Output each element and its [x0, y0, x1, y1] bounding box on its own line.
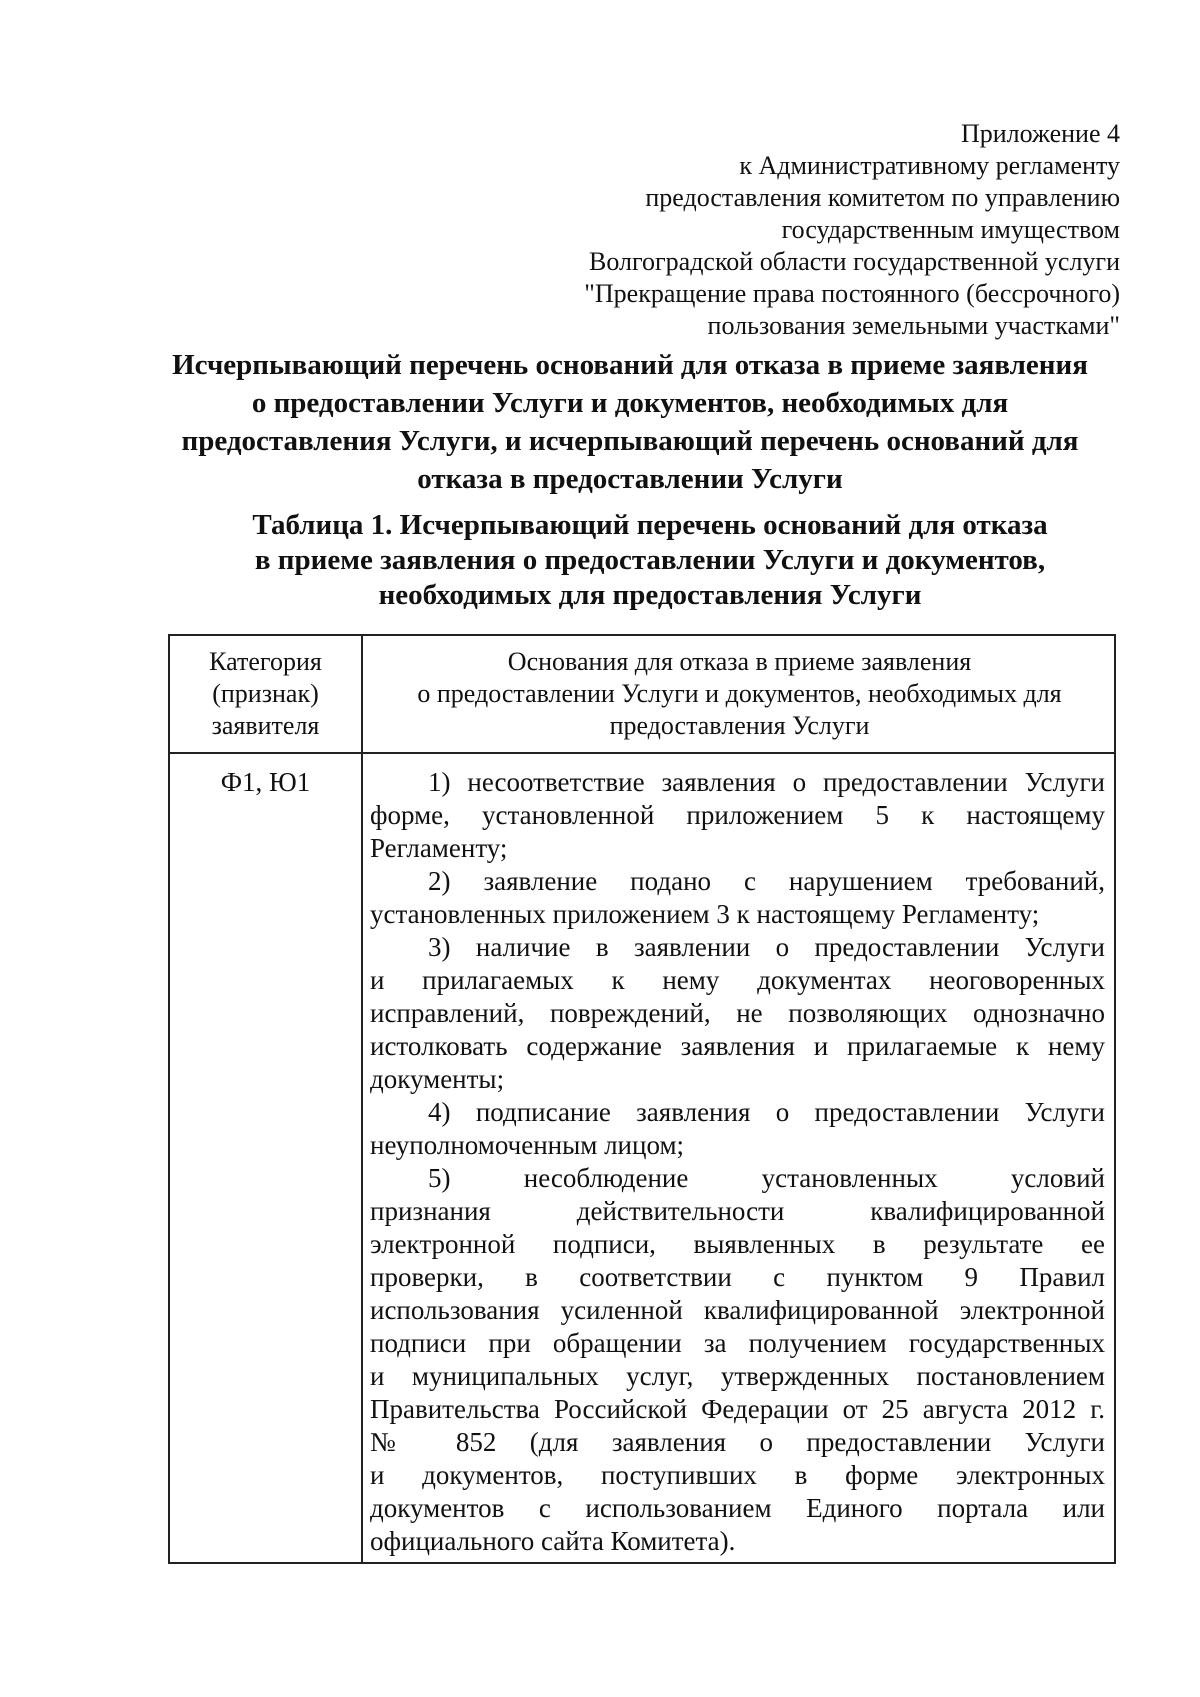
table-title: [220, 508, 1080, 613]
category-value: Ф1, Ю1: [220, 767, 311, 797]
grounds-line: 4) подписание заявления о предоставлении Услуги: [428, 1097, 1105, 1127]
grounds-line: подписи при обращении за получением государственных: [370, 1328, 1105, 1358]
grounds-line: 5) несоблюдение установленных условий: [428, 1163, 1105, 1193]
table-title-line: необходимых для предоставления Услуги: [378, 579, 922, 611]
table-title-line: Таблица 1. Исчерпывающий перечень оснований для отказа: [252, 509, 1048, 541]
grounds-line: 2) заявление подано с нарушением требований,: [428, 866, 1105, 896]
grounds-line: документы;: [370, 1064, 505, 1094]
main-title-line: Исчерпывающий перечень оснований для отказа в приеме заявления: [172, 349, 1088, 381]
header-category-line: (признак): [212, 679, 319, 708]
appendix-line: "Прекращение права постоянного (бессрочного): [584, 279, 1120, 308]
appendix-line: предоставления комитетом по управлению: [645, 183, 1120, 212]
header-grounds-line: предоставления Услуги: [609, 711, 870, 740]
grounds-line: и документов, поступивших в форме электронных: [370, 1460, 1105, 1490]
grounds-line: форме, установленной приложением 5 к настоящему: [370, 800, 1105, 830]
appendix-line: пользования земельными участками": [707, 311, 1120, 340]
header-category-line: заявителя: [211, 711, 320, 740]
main-title-line: отказа в предоставлении Услуги: [417, 463, 843, 495]
header-grounds-line: о предоставлении Услуги и документов, необходимых для: [417, 679, 1062, 708]
grounds-line: и прилагаемых к нему документах неоговоренных: [370, 965, 1105, 995]
grounds-line: неуполномоченным лицом;: [370, 1130, 685, 1160]
grounds-line: истолковать содержание заявления и прилагаемые к нему: [370, 1031, 1105, 1061]
grounds-table: [168, 634, 1116, 1564]
grounds-line: № 852 (для заявления о предоставлении Услуги: [370, 1427, 1105, 1457]
grounds-line: исправлений, повреждений, не позволяющих однозначно: [370, 998, 1105, 1028]
grounds-line: электронной подписи, выявленных в результате ее: [370, 1229, 1105, 1259]
header-grounds: [363, 646, 1116, 742]
grounds-line: Правительства Российской Федерации от 25 августа 2012 г.: [370, 1394, 1105, 1424]
table-column-divider: [361, 636, 363, 1562]
appendix-line: к Административному регламенту: [739, 151, 1120, 180]
appendix-line: Приложение 4: [960, 119, 1120, 148]
main-title: [160, 346, 1100, 498]
grounds-line: 1) несоответствие заявления о предоставлении Услуги: [428, 767, 1105, 797]
grounds-line: документов с использованием Единого портала или: [370, 1493, 1105, 1523]
header-grounds-line: Основания для отказа в приеме заявления: [507, 647, 972, 676]
grounds-text: [370, 766, 1105, 1558]
grounds-line: и муниципальных услуг, утвержденных постановлением: [370, 1361, 1105, 1391]
table-row-divider: [170, 752, 1114, 754]
grounds-line: установленных приложением 3 к настоящему Регламенту;: [370, 899, 1040, 929]
appendix-header: [560, 118, 1120, 342]
appendix-line: Волгоградской области государственной услуги: [589, 247, 1120, 276]
grounds-line: использования усиленной квалифицированной электронной: [370, 1295, 1105, 1325]
main-title-line: предоставления Услуги, и исчерпывающий перечень оснований для: [181, 425, 1079, 457]
header-category-line: Категория: [209, 647, 322, 676]
grounds-line: официального сайта Комитета).: [370, 1526, 736, 1556]
grounds-line: 3) наличие в заявлении о предоставлении Услуги: [428, 932, 1105, 962]
table-title-line: в приеме заявления о предоставлении Услуги и документов,: [254, 544, 1046, 576]
header-category: [170, 646, 361, 742]
grounds-line: признания действительности квалифицированной: [370, 1196, 1105, 1226]
grounds-line: проверки, в соответствии с пунктом 9 Правил: [370, 1262, 1105, 1292]
main-title-line: о предоставлении Услуги и документов, необходимых для: [251, 387, 1009, 419]
appendix-line: государственным имуществом: [781, 215, 1120, 244]
grounds-line: Регламенту;: [370, 833, 508, 863]
